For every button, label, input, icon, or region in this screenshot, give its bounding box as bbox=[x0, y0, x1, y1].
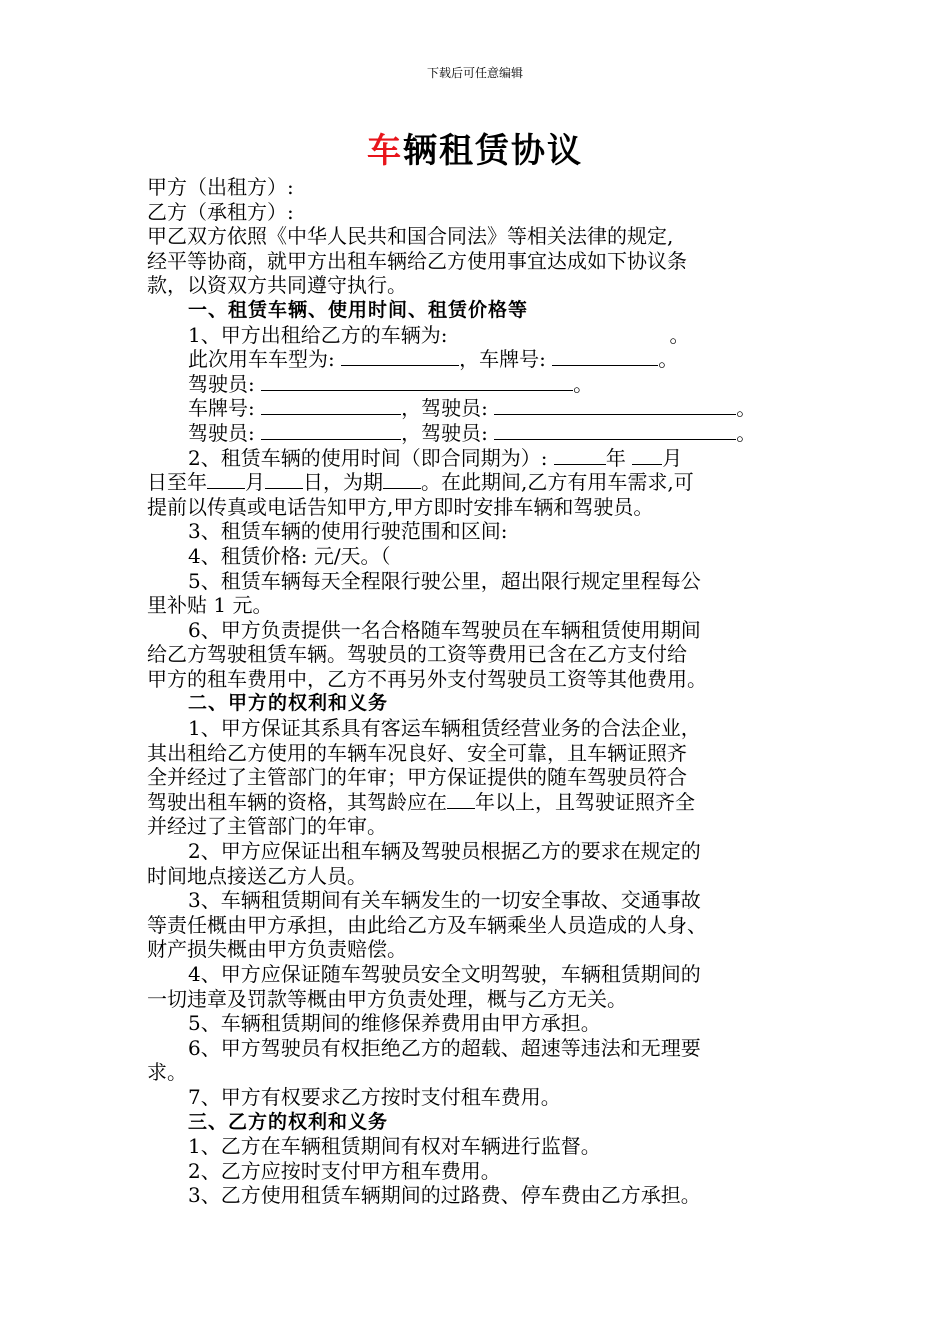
clause-2-7: 7、甲方有权要求乙方按时支付租车费用。 bbox=[188, 1084, 561, 1109]
clause-text: 驾驶出租车辆的资格，其驾龄应在 bbox=[147, 789, 447, 814]
clause-2-3-cont: 财产损失概由甲方负责赔偿。 bbox=[147, 937, 407, 962]
clause-2-3-cont: 等责任概由甲方承担，由此给乙方及车辆乘坐人员造成的人身、 bbox=[147, 912, 707, 937]
clause-text: 年以上，且驾驶证照齐全 bbox=[475, 789, 695, 814]
line-end: 。 bbox=[573, 371, 594, 396]
section-1-heading: 一、租赁车辆、使用时间、租赁价格等 bbox=[188, 298, 529, 321]
clause-2-5: 5、车辆租赁期间的维修保养费用由甲方承担。 bbox=[188, 1011, 601, 1036]
clause-2-1-cont: 全并经过了主管部门的年审；甲方保证提供的随车驾驶员符合 bbox=[147, 765, 687, 790]
title-rest: 辆租赁协议 bbox=[403, 131, 583, 171]
driver-blank bbox=[494, 421, 736, 440]
term-blank bbox=[383, 470, 421, 489]
day-label: 日，为期 bbox=[303, 470, 383, 495]
clause-end: 。 bbox=[669, 322, 690, 347]
month-blank bbox=[207, 470, 245, 489]
plate-label: 车牌号: bbox=[188, 396, 255, 421]
driver-label: ，驾驶员: bbox=[401, 420, 488, 445]
plate-blank bbox=[261, 396, 401, 415]
vehicle-model-line bbox=[147, 347, 809, 372]
driver-label: 驾驶员: bbox=[188, 420, 255, 445]
clause-1-5-cont: 里补贴 1 元。 bbox=[147, 593, 273, 618]
clause-2-2: 2、甲方应保证出租车辆及驾驶员根据乙方的要求在规定的 bbox=[188, 839, 701, 864]
month-label: 月 bbox=[662, 445, 683, 470]
clause-2-4: 4、甲方应保证随车驾驶员安全文明驾驶，车辆租赁期间的 bbox=[188, 962, 701, 986]
title-accent-char: 车 bbox=[367, 131, 403, 171]
clause-1-6-cont: 甲方的租车费用中，乙方不再另外支付驾驶员工资等其他费用。 bbox=[147, 666, 707, 691]
year-label: 年 bbox=[605, 445, 626, 470]
preamble-line: 款，以资双方共同遵守执行。 bbox=[147, 273, 407, 298]
plate-driver-line bbox=[147, 396, 809, 421]
party-a-line: 甲方（出租方）: bbox=[147, 175, 294, 199]
vehicle-model-blank bbox=[341, 347, 459, 366]
years-blank bbox=[447, 790, 475, 809]
driver-driver-line bbox=[147, 421, 809, 446]
driver-label: 驾驶员: bbox=[188, 371, 255, 396]
clause-1-2 bbox=[147, 446, 809, 471]
clause-2-4-cont: 一切违章及罚款等概由甲方负责处理，概与乙方无关。 bbox=[147, 986, 627, 1011]
clause-2-6: 6、甲方驾驶员有权拒绝乙方的超载、超速等违法和无理要 bbox=[188, 1035, 701, 1060]
plate-blank bbox=[552, 347, 658, 366]
line-end: 。 bbox=[736, 396, 757, 421]
driver-label: ，驾驶员: bbox=[401, 396, 488, 421]
plate-label: ，车牌号: bbox=[459, 347, 546, 372]
driver-blank bbox=[261, 421, 401, 440]
document-title bbox=[0, 130, 950, 172]
clause-1-2-cont: 提前以传真或电话告知甲方,甲方即时安排车辆和驾驶员。 bbox=[147, 494, 654, 519]
clause-2-1: 1、甲方保证其系具有客运车辆租赁经营业务的合法企业， bbox=[188, 716, 701, 741]
month-label: 月 bbox=[245, 470, 265, 495]
clause-3-2: 2、乙方应按时支付甲方租车费用。 bbox=[188, 1158, 501, 1183]
preamble-line: 甲乙双方依照《中华人民共和国合同法》等相关法律的规定, bbox=[147, 224, 674, 249]
clause-2-2-cont: 时间地点接送乙方人员。 bbox=[147, 863, 367, 888]
party-b-line: 乙方（承租方）: bbox=[147, 199, 294, 224]
driver-line bbox=[147, 372, 809, 397]
clause-text: 2、租赁车辆的使用时间（即合同期为）: bbox=[188, 445, 548, 470]
clause-text: 。在此期间,乙方有用车需求,可 bbox=[421, 470, 694, 495]
month-blank bbox=[632, 446, 662, 465]
year-blank bbox=[554, 446, 606, 465]
clause-2-1-cont bbox=[147, 790, 809, 815]
driver-blank bbox=[261, 372, 573, 391]
day-blank bbox=[265, 470, 303, 489]
line-end: 。 bbox=[736, 420, 757, 445]
clause-1-1 bbox=[147, 323, 809, 348]
page-header-note: 下载后可任意编辑 bbox=[426, 66, 523, 80]
clause-1-5: 5、租赁车辆每天全程限行驶公里，超出限行规定里程每公 bbox=[188, 568, 701, 593]
clause-1-2-cont bbox=[147, 470, 809, 495]
clause-text: 日至年 bbox=[147, 470, 207, 495]
clause-1-6: 6、甲方负责提供一名合格随车驾驶员在车辆租赁使用期间 bbox=[188, 617, 701, 642]
clause-2-1-cont: 并经过了主管部门的年审。 bbox=[147, 814, 387, 839]
clause-1-4: 4、租赁价格: 元/天。（ bbox=[188, 543, 391, 568]
clause-2-3: 3、车辆租赁期间有关车辆发生的一切安全事故、交通事故 bbox=[188, 888, 701, 913]
contract-body bbox=[147, 175, 809, 1208]
clause-3-1: 1、乙方在车辆租赁期间有权对车辆进行监督。 bbox=[188, 1134, 601, 1159]
clause-2-1-cont: 其出租给乙方使用的车辆车况良好、安全可靠，且车辆证照齐 bbox=[147, 740, 687, 765]
clause-1-6-cont: 给乙方驾驶租赁车辆。驾驶员的工资等费用已含在乙方支付给 bbox=[147, 642, 687, 667]
driver-blank bbox=[494, 396, 736, 415]
clause-3-3: 3、乙方使用租赁车辆期间的过路费、停车费由乙方承担。 bbox=[188, 1183, 701, 1208]
section-2-heading: 二、甲方的权利和义务 bbox=[188, 692, 389, 715]
line-end: 。 bbox=[658, 347, 679, 372]
section-3-heading: 三、乙方的权利和义务 bbox=[188, 1110, 389, 1133]
clause-2-6-cont: 求。 bbox=[147, 1060, 187, 1085]
vehicle-model-label: 此次用车车型为: bbox=[188, 347, 335, 372]
clause-1-3: 3、租赁车辆的使用行驶范围和区间: bbox=[188, 519, 508, 544]
preamble-line: 经平等协商，就甲方出租车辆给乙方使用事宜达成如下协议条 bbox=[147, 248, 687, 273]
clause-text: 1、甲方出租给乙方的车辆为: bbox=[188, 322, 448, 347]
